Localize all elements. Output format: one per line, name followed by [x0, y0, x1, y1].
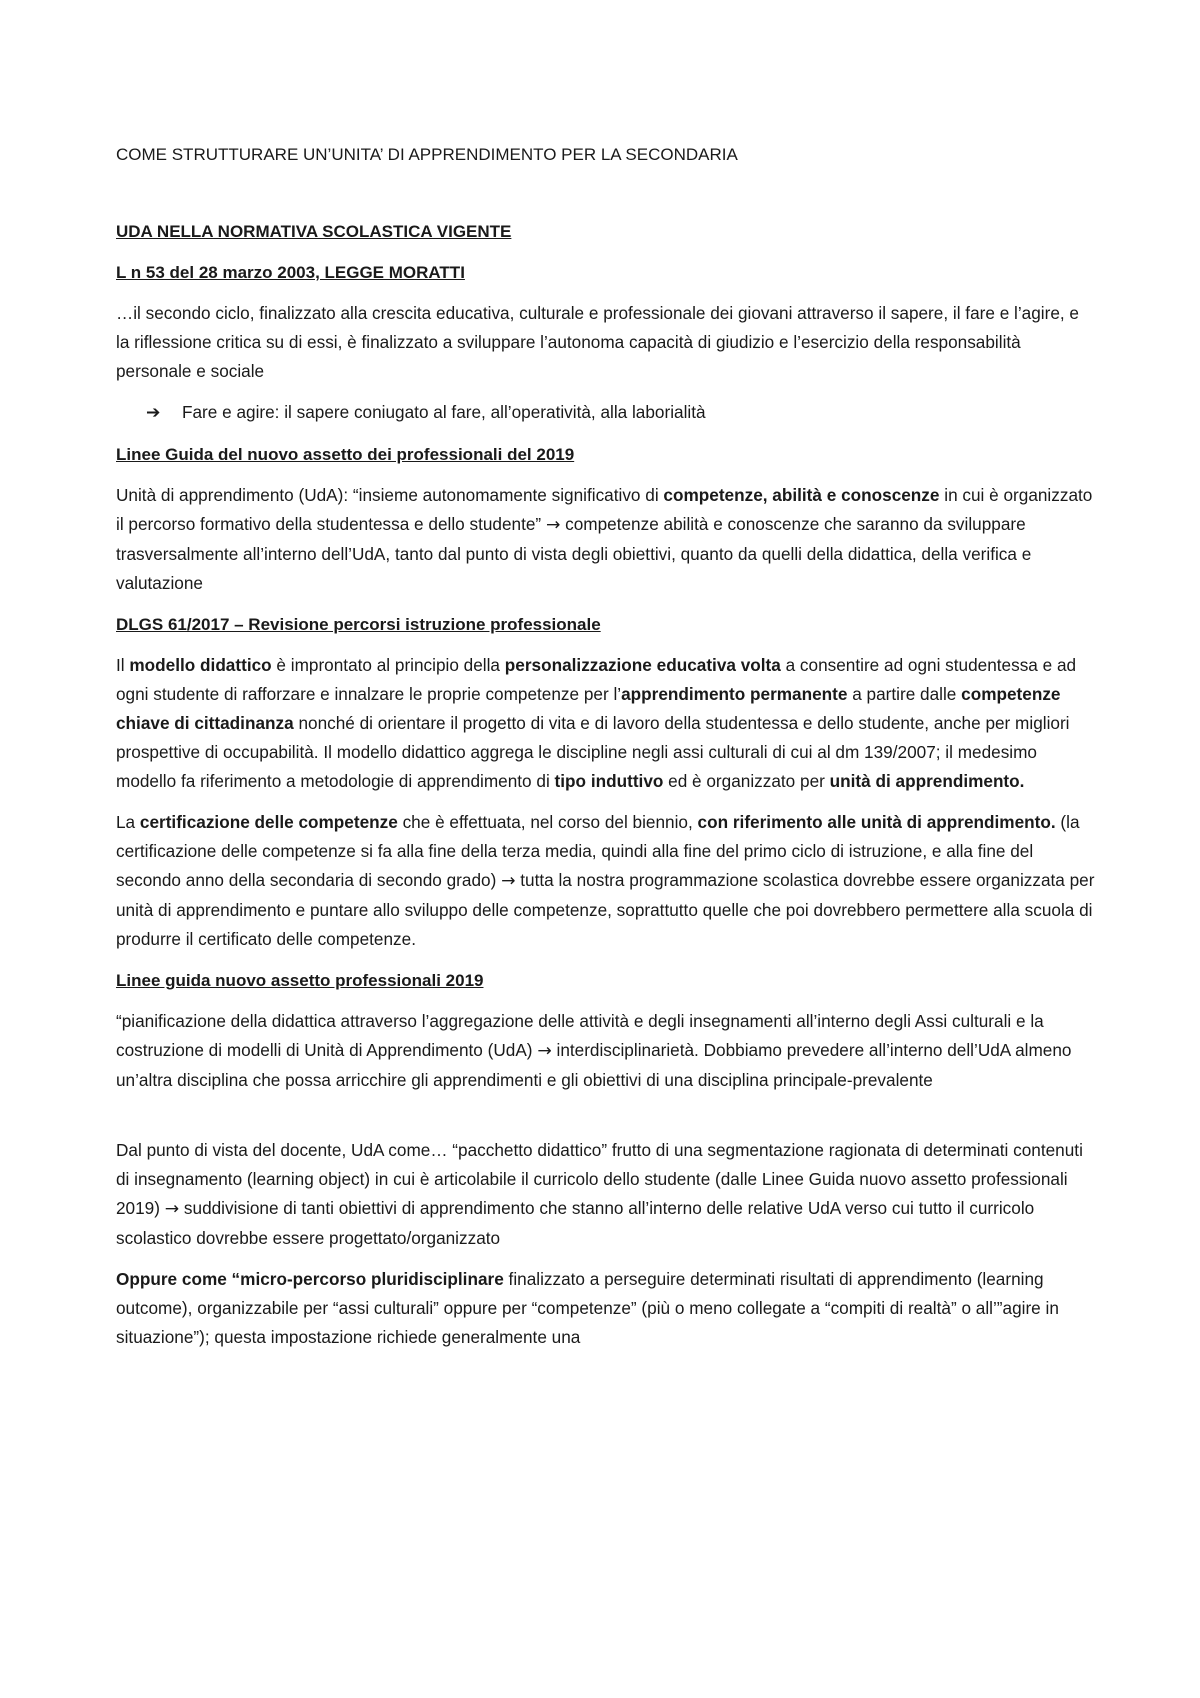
- bold-text: certificazione delle competenze: [139, 812, 398, 832]
- text-run: Il: [116, 655, 130, 675]
- model-paragraph: [116, 651, 1096, 796]
- text-run: “pianificazione della didattica attraverso l’aggregazione delle attività e degli insegnamenti all’interno degli Assi culturali e la costruzione di modelli di Unità di Apprendimento (UdA): [116, 1011, 1044, 1060]
- text-run: suddivisione di tanti obiettivi di apprendimento che stanno all’interno delle relative UdA verso cui tutto il curricolo scolastico dovrebbe essere progettato/organizzato: [116, 1198, 1035, 1248]
- right-arrow-icon: ➔: [146, 403, 161, 423]
- bold-text: competenze, abilità e conoscenze: [663, 485, 940, 505]
- law-quote: …il secondo ciclo, finalizzato alla crescita educativa, culturale e professionale dei giovani attraverso il sapere, il fare e l’agire, e la riflessione critica su di essi, è finalizzato a sviluppare l’autonoma capacità di giudizio e l’esercizio della responsabilità personale e sociale: [116, 303, 1079, 381]
- text-run: (la certificazione delle competenze si fa alla fine della terza media, quindi alla fine del primo ciclo di istruzione, e alla fine del secondo anno della secondaria di secondo grado): [116, 812, 1080, 890]
- section-heading: UDA NELLA NORMATIVA SCOLASTICA VIGENTE: [116, 222, 512, 241]
- right-arrow-icon: →: [545, 515, 561, 535]
- bold-text: personalizzazione educativa volta: [504, 655, 781, 675]
- bold-text: competenze chiave di cittadinanza: [116, 684, 1061, 733]
- bold-text: Oppure come “micro-percorso pluridisciplinare: [116, 1269, 504, 1289]
- bullet-item: [116, 398, 1096, 428]
- micro-path-paragraph: [116, 1265, 1096, 1352]
- text-run: ed è organizzato per: [663, 771, 830, 791]
- text-run: La: [116, 812, 140, 832]
- law-heading: L n 53 del 28 marzo 2003, LEGGE MORATTI: [116, 263, 465, 282]
- uda-definition-paragraph: [116, 481, 1096, 598]
- document-title: COME STRUTTURARE UN’UNITA’ DI APPRENDIMENTO PER LA SECONDARIA: [116, 145, 738, 164]
- text-run: Dal punto di vista del docente, UdA come… “pacchetto didattico” frutto di una segmentazione ragionata di determinati contenuti di insegnamento (learning object) in cui è articolabile il curricolo dello studente (dalle Linee Guida nuovo assetto professionali 2019): [116, 1140, 1083, 1218]
- text-run: tutta la nostra programmazione scolastica dovrebbe essere organizzata per unità di apprendimento e puntare allo sviluppo delle competenze, soprattutto quelle che poi dovrebbero permettere alla scuola di produrre il certificato delle competenze.: [116, 870, 1095, 949]
- bold-text: unità di apprendimento.: [829, 771, 1025, 791]
- text-run: è improntato al principio della: [271, 655, 505, 675]
- right-arrow-icon: →: [501, 871, 516, 891]
- text-run: nonché di orientare il progetto di vita e di lavoro della studentessa e dello studente, anche per migliori prospettive di occupabilità. Il modello didattico aggrega le discipline negli assi culturali di cui al dm 139/2007; il medesimo modello fa riferimento a metodologie di apprendimento di: [116, 713, 1070, 791]
- document-page: [116, 140, 1096, 1352]
- text-run: interdisciplinarietà. Dobbiamo prevedere all’interno dell’UdA almeno un’altra disciplina che possa arricchire gli apprendimenti e gli obiettivi di una disciplina principale-prevalente: [116, 1040, 1072, 1090]
- bold-text: apprendimento permanente: [621, 684, 848, 704]
- certification-paragraph: [116, 808, 1096, 954]
- text-run: competenze abilità e conoscenze che saranno da sviluppare trasversalmente all’interno dell’UdA, tanto dal punto di vista degli obiettivi, quanto da quelli della didattica, della verifica e valutazione: [116, 514, 1032, 593]
- bullet-text: Fare e agire: il sapere coniugato al fare, all’operatività, alla laborialità: [182, 402, 706, 422]
- bold-text: modello didattico: [129, 655, 272, 675]
- text-run: che è effettuata, nel corso del biennio,: [397, 812, 698, 832]
- right-arrow-icon: →: [164, 1199, 180, 1219]
- text-run: Unità di apprendimento (UdA): “insieme autonomamente significativo di: [116, 485, 664, 505]
- guidelines2-heading: Linee guida nuovo assetto professionali 2019: [116, 971, 484, 990]
- dlgs-heading: DLGS 61/2017 – Revisione percorsi istruzione professionale: [116, 615, 601, 634]
- teacher-paragraph: [116, 1136, 1096, 1253]
- text-run: a consentire ad ogni studentessa e ad ogni studente di rafforzare e innalzare le proprie competenze per l’: [116, 655, 1077, 704]
- guidelines-heading: Linee Guida del nuovo assetto dei professionali del 2019: [116, 445, 575, 464]
- planning-paragraph: [116, 1007, 1096, 1095]
- right-arrow-icon: →: [537, 1041, 552, 1061]
- text-run: finalizzato a perseguire determinati risultati di apprendimento (learning outcome), organizzabile per “assi culturali” oppure per “competenze” (più o meno collegate a “compiti di realtà” o all’”agire in situazione”); questa impostazione richiede generalmente una: [116, 1269, 1059, 1347]
- bold-text: tipo induttivo: [554, 771, 664, 791]
- text-run: in cui è organizzato il percorso formativo della studentessa e dello studente”: [116, 485, 1093, 534]
- bold-text: con riferimento alle unità di apprendimento.: [697, 812, 1056, 832]
- text-run: a partire dalle: [847, 684, 962, 704]
